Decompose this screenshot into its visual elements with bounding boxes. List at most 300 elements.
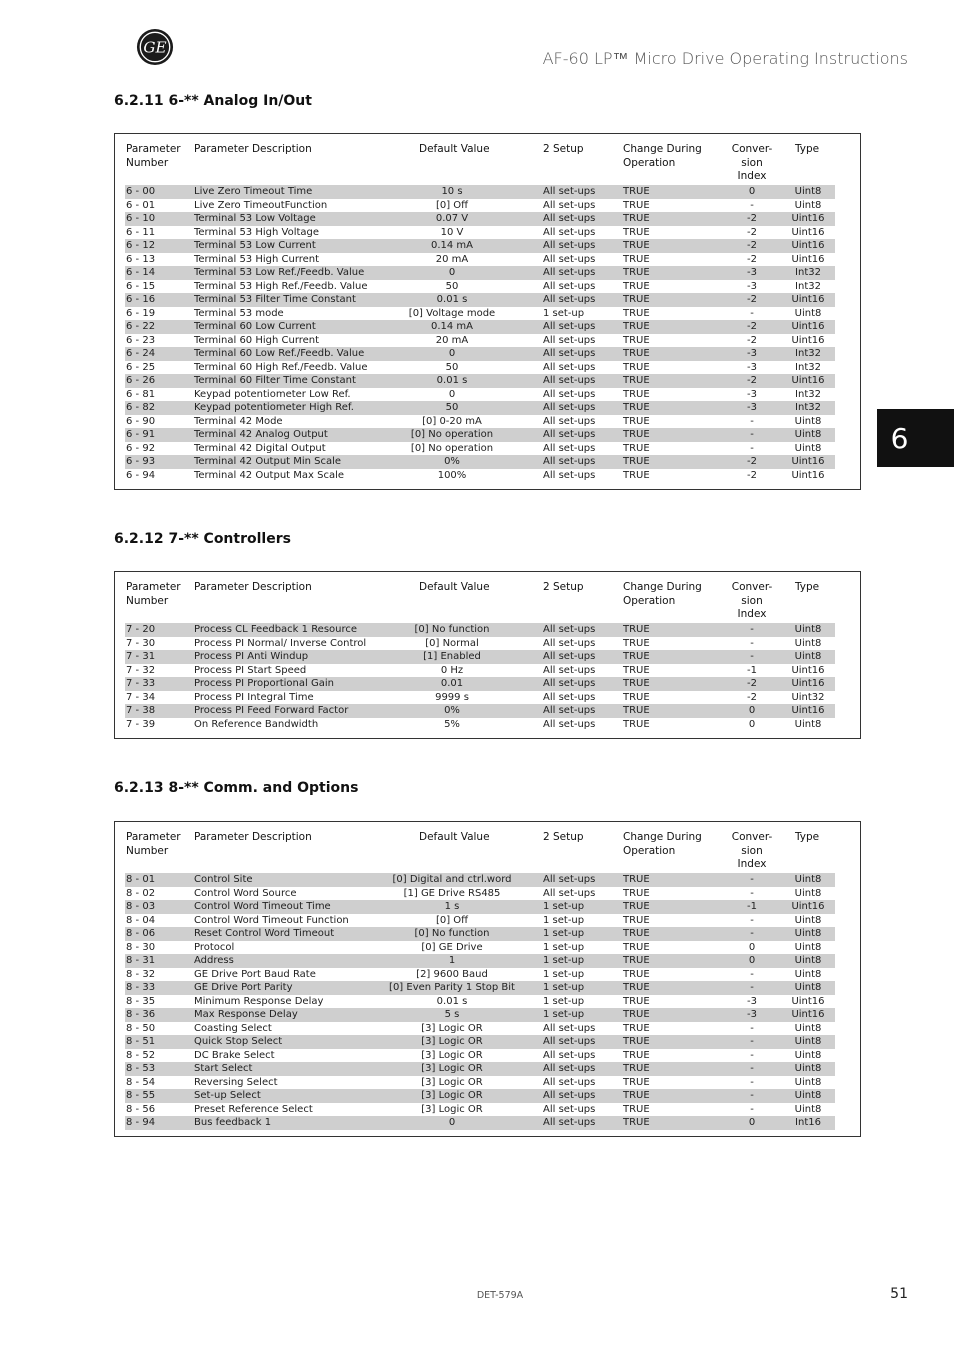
cell-type: Uint8 xyxy=(794,982,822,993)
cell-num: 6 - 15 xyxy=(126,280,156,292)
column-header-type: Type xyxy=(795,831,820,843)
table-row xyxy=(125,415,835,429)
cell-def: [0] GE Drive xyxy=(421,941,483,953)
column-header-type: Type xyxy=(795,143,820,155)
cell-change: TRUE xyxy=(623,1036,650,1047)
cell-num: 8 - 53 xyxy=(126,1063,156,1074)
cell-type: Uint8 xyxy=(794,1103,822,1115)
table-row xyxy=(125,455,835,469)
cell-desc: Control Site xyxy=(194,874,253,885)
table-row xyxy=(125,293,835,307)
cell-num: 6 - 19 xyxy=(126,307,156,319)
cell-num: 8 - 33 xyxy=(126,982,156,993)
cell-def: 0 xyxy=(448,388,456,400)
table-body xyxy=(125,185,835,482)
cell-def: 1 xyxy=(448,955,456,966)
cell-change: TRUE xyxy=(623,240,650,251)
cell-conv: - xyxy=(750,1063,754,1074)
cell-setup: All set-ups xyxy=(543,213,596,224)
cell-desc: Terminal 60 Low Current xyxy=(194,321,316,332)
cell-change: TRUE xyxy=(623,280,650,292)
cell-type: Uint8 xyxy=(794,968,822,980)
cell-setup: All set-ups xyxy=(543,415,596,427)
cell-type: Uint16 xyxy=(791,705,825,716)
cell-change: TRUE xyxy=(623,1090,650,1101)
page-number: 51 xyxy=(890,1286,908,1302)
cell-setup: All set-ups xyxy=(543,186,596,197)
cell-def: [2] 9600 Baud xyxy=(416,968,488,980)
document-title: AF-60 LP™ Micro Drive Operating Instructions xyxy=(542,49,908,68)
cell-desc: Process PI Feed Forward Factor xyxy=(194,705,349,716)
cell-desc: Set-up Select xyxy=(194,1090,261,1101)
column-header-num: Parameter Number xyxy=(126,831,181,857)
cell-conv: - xyxy=(750,887,754,899)
cell-def: [0] Normal xyxy=(425,637,479,649)
cell-def: 50 xyxy=(445,361,459,373)
cell-conv: -2 xyxy=(747,226,757,238)
cell-def: [0] No function xyxy=(414,928,490,939)
cell-change: TRUE xyxy=(623,456,650,467)
cell-type: Uint8 xyxy=(794,429,822,440)
cell-def: [3] Logic OR xyxy=(421,1036,483,1047)
table-row xyxy=(125,637,835,651)
parameter-table-controllers xyxy=(114,571,861,739)
cell-def: [0] Off xyxy=(435,199,469,211)
cell-def: [0] No operation xyxy=(410,442,494,454)
cell-num: 8 - 02 xyxy=(126,887,156,899)
cell-type: Int32 xyxy=(795,388,821,400)
cell-def: 0% xyxy=(444,705,460,716)
cell-type: Uint16 xyxy=(791,664,825,676)
cell-desc: Terminal 53 Low Current xyxy=(194,240,316,251)
table-row xyxy=(125,954,835,968)
table-row xyxy=(125,941,835,955)
cell-desc: Process PI Proportional Gain xyxy=(194,678,334,689)
cell-change: TRUE xyxy=(623,294,650,305)
cell-change: TRUE xyxy=(623,1049,650,1061)
cell-def: [0] No function xyxy=(414,624,490,635)
table-row xyxy=(125,1049,835,1063)
cell-conv: -2 xyxy=(747,253,757,265)
cell-setup: All set-ups xyxy=(543,456,596,467)
cell-conv: -2 xyxy=(747,691,757,703)
cell-change: TRUE xyxy=(623,887,650,899)
cell-conv: - xyxy=(750,914,754,926)
cell-def: 20 mA xyxy=(435,334,469,346)
cell-desc: Live Zero TimeoutFunction xyxy=(194,199,328,211)
cell-change: TRUE xyxy=(623,624,650,635)
cell-num: 6 - 94 xyxy=(126,469,156,481)
cell-type: Uint16 xyxy=(791,226,825,238)
cell-desc: Terminal 60 Low Ref./Feedb. Value xyxy=(194,348,365,359)
cell-num: 6 - 14 xyxy=(126,267,156,278)
cell-type: Uint32 xyxy=(791,691,825,703)
cell-num: 6 - 25 xyxy=(126,361,156,373)
cell-num: 8 - 30 xyxy=(126,941,156,953)
cell-num: 8 - 32 xyxy=(126,968,156,980)
section-heading-controllers: 6.2.12 7-** Controllers xyxy=(114,531,291,547)
cell-def: 9999 s xyxy=(435,691,469,703)
cell-num: 6 - 92 xyxy=(126,442,156,454)
cell-desc: On Reference Bandwidth xyxy=(194,718,319,730)
cell-desc: Start Select xyxy=(194,1063,253,1074)
cell-conv: - xyxy=(750,307,754,319)
cell-num: 8 - 51 xyxy=(126,1036,156,1047)
table-body xyxy=(125,623,835,731)
cell-setup: All set-ups xyxy=(543,1063,596,1074)
table-body xyxy=(125,873,835,1130)
cell-desc: Keypad potentiometer High Ref. xyxy=(194,402,354,413)
table-row xyxy=(125,361,835,375)
cell-type: Uint8 xyxy=(794,1076,822,1088)
cell-desc: Keypad potentiometer Low Ref. xyxy=(194,388,351,400)
cell-conv: 0 xyxy=(748,186,756,197)
cell-setup: All set-ups xyxy=(543,678,596,689)
cell-change: TRUE xyxy=(623,226,650,238)
cell-type: Uint16 xyxy=(791,213,825,224)
cell-change: TRUE xyxy=(623,442,650,454)
cell-def: [0] Digital and ctrl.word xyxy=(392,874,512,885)
cell-conv: -1 xyxy=(747,664,757,676)
parameter-table-analog xyxy=(114,133,861,490)
cell-type: Uint8 xyxy=(794,186,822,197)
cell-desc: Control Word Source xyxy=(194,887,297,899)
cell-type: Uint8 xyxy=(794,887,822,899)
column-header-change: Change During Operation xyxy=(623,581,702,607)
cell-setup: All set-ups xyxy=(543,402,596,413)
cell-type: Uint16 xyxy=(791,375,825,386)
cell-def: 0.01 s xyxy=(436,995,468,1007)
table-row xyxy=(125,320,835,334)
cell-change: TRUE xyxy=(623,968,650,980)
cell-change: TRUE xyxy=(623,955,650,966)
cell-desc: Minimum Response Delay xyxy=(194,995,324,1007)
cell-setup: All set-ups xyxy=(543,226,596,238)
cell-setup: All set-ups xyxy=(543,348,596,359)
parameter-table-comm xyxy=(114,821,861,1137)
cell-change: TRUE xyxy=(623,348,650,359)
cell-change: TRUE xyxy=(623,469,650,481)
cell-setup: All set-ups xyxy=(543,1103,596,1115)
cell-conv: -2 xyxy=(747,678,757,689)
cell-setup: 1 set-up xyxy=(543,901,585,912)
column-header-type: Type xyxy=(795,581,820,593)
cell-def: 0.01 s xyxy=(436,294,468,305)
cell-desc: Terminal 42 Mode xyxy=(194,415,283,427)
cell-num: 6 - 23 xyxy=(126,334,156,346)
cell-conv: - xyxy=(750,429,754,440)
cell-desc: GE Drive Port Parity xyxy=(194,982,293,993)
cell-change: TRUE xyxy=(623,429,650,440)
cell-num: 7 - 34 xyxy=(126,691,156,703)
cell-change: TRUE xyxy=(623,874,650,885)
cell-desc: Terminal 53 Filter Time Constant xyxy=(194,294,356,305)
document-code: DET-579A xyxy=(476,1290,524,1301)
cell-change: TRUE xyxy=(623,901,650,912)
cell-conv: - xyxy=(750,874,754,885)
cell-conv: -2 xyxy=(747,375,757,386)
chapter-tab: 6 xyxy=(877,409,954,467)
cell-desc: Address xyxy=(194,955,234,966)
table-row xyxy=(125,1062,835,1076)
cell-num: 6 - 00 xyxy=(126,186,156,197)
cell-desc: Quick Stop Select xyxy=(194,1036,283,1047)
table-row xyxy=(125,968,835,982)
table-row xyxy=(125,374,835,388)
cell-setup: All set-ups xyxy=(543,469,596,481)
cell-conv: 0 xyxy=(748,941,756,953)
cell-def: 0.14 mA xyxy=(430,321,474,332)
cell-change: TRUE xyxy=(623,307,650,319)
cell-conv: -3 xyxy=(747,280,757,292)
cell-def: [1] GE Drive RS485 xyxy=(403,887,501,899)
table-row xyxy=(125,428,835,442)
table-row xyxy=(125,664,835,678)
cell-desc: Protocol xyxy=(194,941,235,953)
table-row xyxy=(125,1103,835,1117)
cell-type: Uint16 xyxy=(791,901,825,912)
cell-conv: - xyxy=(750,968,754,980)
cell-num: 7 - 39 xyxy=(126,718,156,730)
cell-conv: -2 xyxy=(747,240,757,251)
cell-def: 50 xyxy=(445,402,459,413)
cell-def: 0 xyxy=(448,267,456,278)
cell-desc: Terminal 53 Low Ref./Feedb. Value xyxy=(194,267,365,278)
cell-setup: All set-ups xyxy=(543,874,596,885)
cell-setup: All set-ups xyxy=(543,375,596,386)
cell-desc: Terminal 53 High Ref./Feedb. Value xyxy=(194,280,368,292)
table-header xyxy=(115,134,860,184)
table-row xyxy=(125,704,835,718)
cell-change: TRUE xyxy=(623,941,650,953)
cell-type: Uint8 xyxy=(794,637,822,649)
section-heading-analog: 6.2.11 6-** Analog In/Out xyxy=(114,93,312,109)
column-header-change: Change During Operation xyxy=(623,143,702,169)
cell-desc: Preset Reference Select xyxy=(194,1103,313,1115)
cell-type: Uint16 xyxy=(791,334,825,346)
table-row xyxy=(125,650,835,664)
cell-def: 20 mA xyxy=(435,253,469,265)
cell-desc: Process PI Start Speed xyxy=(194,664,307,676)
cell-type: Uint8 xyxy=(794,442,822,454)
cell-desc: Terminal 53 Low Voltage xyxy=(194,213,316,224)
cell-change: TRUE xyxy=(623,705,650,716)
table-row xyxy=(125,334,835,348)
cell-conv: -2 xyxy=(747,321,757,332)
cell-conv: - xyxy=(750,1049,754,1061)
cell-setup: All set-ups xyxy=(543,1090,596,1101)
table-row xyxy=(125,1022,835,1036)
cell-setup: All set-ups xyxy=(543,267,596,278)
cell-desc: Terminal 42 Analog Output xyxy=(194,429,328,440)
cell-change: TRUE xyxy=(623,691,650,703)
cell-desc: Control Word Timeout Time xyxy=(194,901,331,912)
cell-setup: All set-ups xyxy=(543,429,596,440)
cell-desc: Reset Control Word Timeout xyxy=(194,928,335,939)
cell-change: TRUE xyxy=(623,415,650,427)
table-row xyxy=(125,280,835,294)
table-row xyxy=(125,307,835,321)
cell-def: [3] Logic OR xyxy=(421,1103,483,1115)
cell-def: 0.14 mA xyxy=(430,240,474,251)
cell-setup: 1 set-up xyxy=(543,1009,585,1020)
cell-setup: All set-ups xyxy=(543,1117,596,1128)
cell-change: TRUE xyxy=(623,982,650,993)
cell-desc: Reversing Select xyxy=(194,1076,278,1088)
cell-def: 1 s xyxy=(444,901,460,912)
table-row xyxy=(125,927,835,941)
cell-change: TRUE xyxy=(623,1076,650,1088)
cell-conv: 0 xyxy=(748,705,756,716)
cell-type: Int32 xyxy=(795,348,821,359)
cell-conv: -1 xyxy=(747,901,757,912)
cell-setup: 1 set-up xyxy=(543,941,585,953)
cell-conv: -3 xyxy=(747,995,757,1007)
ge-logo-icon xyxy=(136,28,174,66)
cell-def: 100% xyxy=(437,469,467,481)
column-header-desc: Parameter Description xyxy=(194,143,312,155)
cell-type: Uint8 xyxy=(794,1022,822,1034)
cell-type: Int32 xyxy=(795,280,821,292)
table-row xyxy=(125,900,835,914)
cell-conv: -2 xyxy=(747,469,757,481)
cell-num: 8 - 54 xyxy=(126,1076,156,1088)
cell-num: 6 - 10 xyxy=(126,213,156,224)
cell-num: 8 - 94 xyxy=(126,1117,156,1128)
cell-conv: 0 xyxy=(748,718,756,730)
cell-change: TRUE xyxy=(623,914,650,926)
cell-conv: - xyxy=(750,1090,754,1101)
cell-def: [3] Logic OR xyxy=(421,1090,483,1101)
table-row xyxy=(125,1076,835,1090)
table-row xyxy=(125,239,835,253)
cell-setup: All set-ups xyxy=(543,361,596,373)
cell-num: 8 - 01 xyxy=(126,874,156,885)
cell-def: [3] Logic OR xyxy=(421,1022,483,1034)
cell-def: 50 xyxy=(445,280,459,292)
cell-change: TRUE xyxy=(623,334,650,346)
cell-conv: -3 xyxy=(747,1009,757,1020)
cell-setup: All set-ups xyxy=(543,442,596,454)
cell-desc: Process PI Anti Windup xyxy=(194,651,309,662)
cell-type: Uint8 xyxy=(794,928,822,939)
cell-num: 6 - 90 xyxy=(126,415,156,427)
column-header-desc: Parameter Description xyxy=(194,831,312,843)
cell-type: Uint8 xyxy=(794,874,822,885)
column-header-setup: 2 Setup xyxy=(543,143,584,155)
cell-def: [3] Logic OR xyxy=(421,1063,483,1074)
cell-change: TRUE xyxy=(623,1117,650,1128)
table-row xyxy=(125,677,835,691)
cell-change: TRUE xyxy=(623,1063,650,1074)
cell-num: 8 - 55 xyxy=(126,1090,156,1101)
cell-setup: All set-ups xyxy=(543,1076,596,1088)
cell-num: 6 - 11 xyxy=(126,226,156,238)
cell-desc: Terminal 60 Filter Time Constant xyxy=(194,375,356,386)
cell-num: 6 - 13 xyxy=(126,253,156,265)
cell-change: TRUE xyxy=(623,637,650,649)
cell-type: Uint8 xyxy=(794,415,822,427)
cell-desc: Control Word Timeout Function xyxy=(194,914,349,926)
table-row xyxy=(125,691,835,705)
column-header-num: Parameter Number xyxy=(126,581,181,607)
cell-def: [3] Logic OR xyxy=(421,1049,483,1061)
cell-conv: - xyxy=(750,651,754,662)
cell-type: Uint16 xyxy=(791,240,825,251)
cell-num: 6 - 82 xyxy=(126,402,156,413)
cell-change: TRUE xyxy=(623,388,650,400)
cell-conv: - xyxy=(750,442,754,454)
cell-def: 10 V xyxy=(440,226,464,238)
cell-num: 8 - 03 xyxy=(126,901,156,912)
cell-num: 8 - 35 xyxy=(126,995,156,1007)
table-header xyxy=(115,572,860,622)
cell-conv: - xyxy=(750,928,754,939)
cell-conv: -3 xyxy=(747,388,757,400)
cell-change: TRUE xyxy=(623,361,650,373)
cell-num: 6 - 93 xyxy=(126,456,156,467)
cell-desc: Process PI Normal/ Inverse Control xyxy=(194,637,367,649)
cell-def: [0] Voltage mode xyxy=(408,307,496,319)
cell-def: 0 xyxy=(448,1117,456,1128)
cell-conv: - xyxy=(750,1103,754,1115)
cell-type: Uint8 xyxy=(794,624,822,635)
cell-setup: All set-ups xyxy=(543,1049,596,1061)
cell-type: Int16 xyxy=(795,1117,821,1128)
cell-num: 8 - 36 xyxy=(126,1009,156,1020)
cell-setup: 1 set-up xyxy=(543,955,585,966)
column-header-def: Default Value xyxy=(419,143,490,155)
ge-logo-text: GE xyxy=(143,38,167,57)
cell-type: Uint8 xyxy=(794,955,822,966)
cell-setup: All set-ups xyxy=(543,199,596,211)
table-row xyxy=(125,388,835,402)
cell-type: Int32 xyxy=(795,267,821,278)
table-row xyxy=(125,1008,835,1022)
cell-conv: -3 xyxy=(747,402,757,413)
cell-conv: - xyxy=(750,1076,754,1088)
column-header-change: Change During Operation xyxy=(623,831,702,857)
cell-desc: Terminal 60 High Ref./Feedb. Value xyxy=(194,361,368,373)
cell-type: Uint16 xyxy=(791,1009,825,1020)
cell-conv: -2 xyxy=(747,334,757,346)
cell-num: 6 - 01 xyxy=(126,199,156,211)
column-header-setup: 2 Setup xyxy=(543,581,584,593)
cell-def: 10 s xyxy=(441,186,463,197)
table-row xyxy=(125,347,835,361)
cell-num: 8 - 06 xyxy=(126,928,156,939)
cell-def: 0 Hz xyxy=(440,664,464,676)
table-row xyxy=(125,442,835,456)
column-header-conv: Conver- sion Index xyxy=(731,581,773,620)
column-header-num: Parameter Number xyxy=(126,143,181,169)
cell-change: TRUE xyxy=(623,267,650,278)
cell-def: [0] 0-20 mA xyxy=(422,415,482,427)
cell-setup: All set-ups xyxy=(543,240,596,251)
cell-type: Uint8 xyxy=(794,718,822,730)
table-row xyxy=(125,887,835,901)
cell-type: Uint8 xyxy=(794,651,822,662)
cell-desc: Terminal 53 High Voltage xyxy=(194,226,320,238)
cell-num: 6 - 26 xyxy=(126,375,156,386)
cell-conv: - xyxy=(750,415,754,427)
cell-desc: Bus feedback 1 xyxy=(194,1117,272,1128)
table-row xyxy=(125,199,835,213)
cell-type: Uint16 xyxy=(791,321,825,332)
table-row xyxy=(125,469,835,483)
cell-conv: 0 xyxy=(748,955,756,966)
cell-num: 6 - 91 xyxy=(126,429,156,440)
